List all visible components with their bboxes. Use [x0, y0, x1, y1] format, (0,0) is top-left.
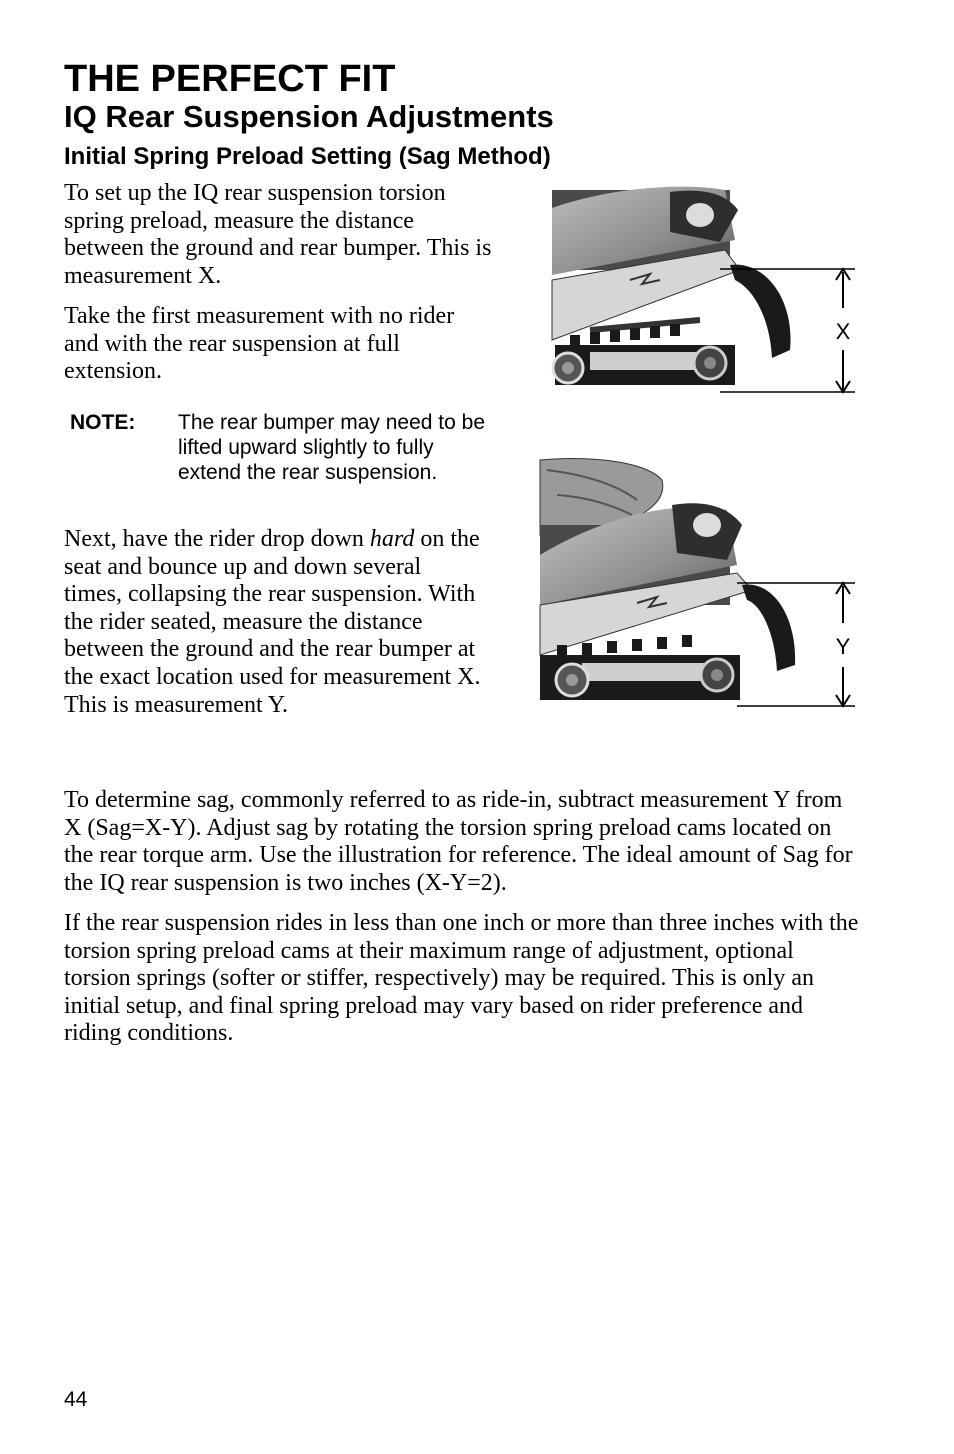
section-heading: IQ Rear Suspension Adjustments	[64, 99, 554, 134]
paragraph-torsion-springs: If the rear suspension rides in less than one inch or more than three inches with the torsion spring preload cams at their maximum range of adjustment, optional torsion springs (softer or stiffer, respectively) may be required. This is only an initial setup, and final spring preload may vary based on rider preference and riding conditions.	[64, 910, 859, 1047]
note-label: NOTE:	[70, 411, 136, 434]
measurement-y-label: Y	[835, 634, 851, 659]
page-number: 44	[64, 1388, 88, 1411]
page-title: THE PERFECT FIT	[64, 58, 396, 100]
measurement-x-label: X	[835, 319, 851, 344]
subsection-heading: Initial Spring Preload Setting (Sag Method)	[64, 143, 551, 170]
paragraph-sag: To determine sag, commonly referred to as ride-in, subtract measurement Y from X (Sag=X-Y). Adjust sag by rotating the torsion spring preload cams located on the rear torque arm. Use the illustration for reference. The ideal amount of Sag for the IQ rear suspension is two inches (X-Y=2).	[64, 787, 853, 896]
emphasis-hard: hard	[369, 526, 415, 552]
paragraph-text-1: Next, have the rider drop down	[64, 526, 370, 552]
paragraph-text-2: on the seat and bounce up and down several times, collapsing the rear suspension. With the rider seated, measure the distance between the ground and the rear bumper at the exact location used for measurement X. This is measurement Y.	[64, 526, 481, 718]
snowmobile-rear-photo-y	[537, 455, 857, 710]
note-text: The rear bumper may need to be lifted upward slightly to fully extend the rear suspension.	[178, 411, 486, 484]
snowmobile-rear-photo-x	[550, 180, 860, 398]
paragraph-measurement-y	[64, 526, 484, 719]
paragraph-first-measurement: Take the first measurement with no rider and with the rear suspension at full extension.	[64, 303, 455, 385]
paragraph-measurement-x: To set up the IQ rear suspension torsion spring preload, measure the distance between the ground and rear bumper. This is measurement X.	[64, 180, 492, 289]
